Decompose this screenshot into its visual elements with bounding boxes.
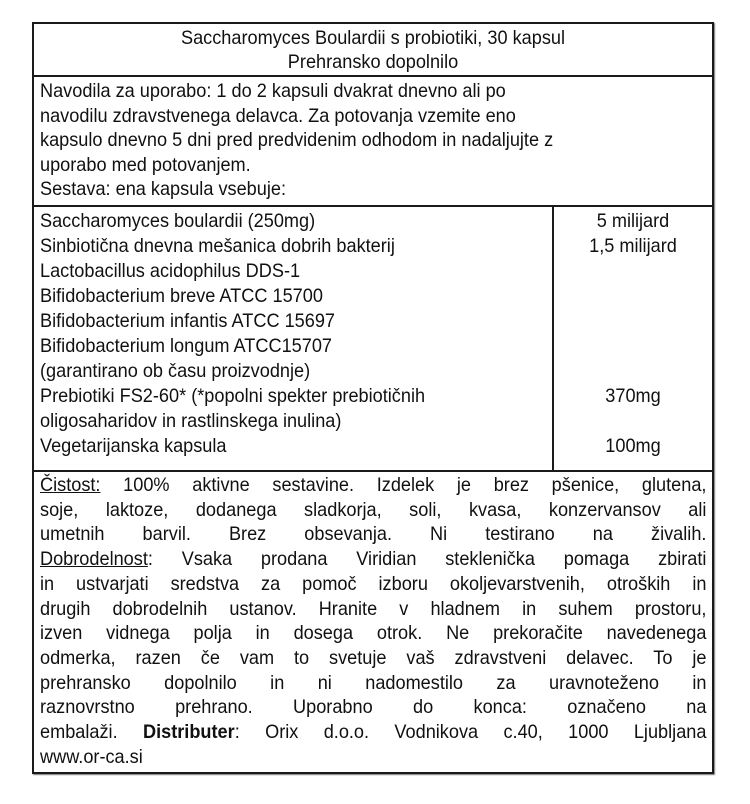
info-line: [40, 646, 706, 671]
ingredient-name: Sinbiotična dnevna mešanica dobrih bakterij: [40, 235, 395, 257]
usage-line: kapsulo dnevno 5 dni pred predvidenim odhodom in nadaljujte z: [40, 129, 554, 152]
ingredient-name: Bifidobacterium infantis ATCC 15697: [40, 310, 336, 332]
purity-label: Čistost:: [40, 474, 101, 496]
ingredient-amount: 100mg: [605, 435, 661, 457]
distributor-label: Distributer: [142, 721, 235, 744]
info-line: [40, 572, 706, 597]
info-line: [40, 621, 706, 646]
ingredient-name: (garantirano ob času proizvodnje): [40, 360, 311, 382]
composition-table: [34, 207, 712, 472]
info-text: raznovrstno prehrano. Uporabno do konca: označeno na: [40, 696, 707, 719]
ingredient-column: [34, 207, 554, 470]
info-line: [40, 695, 706, 720]
info-text: embalaži.: [40, 721, 143, 744]
usage-line: uporabo med potovanjem.: [40, 153, 251, 176]
usage-line: Navodila za uporabo: 1 do 2 kapsuli dvakrat dnevno ali po: [40, 80, 506, 102]
charity-label: Dobrodelnost: [40, 548, 148, 571]
info-text: 100% aktivne sestavine. Izdelek je brez pšenice, glutena,: [100, 474, 707, 496]
info-text: prehransko dopolnilo in ni nadomestilo za uravnoteženo in: [40, 671, 707, 694]
ingredient-amount: 5 milijard: [596, 210, 670, 232]
info-text: in ustvarjati sredstva za pomoč izboru okoljevarstvenih, otroških in: [40, 572, 707, 595]
ingredient-name: Bifidobacterium longum ATCC15707: [40, 335, 333, 357]
composition-intro: Sestava: ena kapsula vsebuje:: [40, 178, 286, 201]
info-line: [40, 547, 706, 572]
info-line: [40, 597, 706, 622]
info-line: [40, 720, 706, 745]
ingredient-name: Vegetarijanska kapsula: [40, 435, 227, 457]
product-subtitle: Prehransko dopolnilo: [287, 51, 459, 73]
usage-line: navodilu zdravstvenega delavca. Za potovanja vzemite eno: [40, 104, 516, 127]
info-line: [40, 473, 706, 498]
ingredient-name: Prebiotiki FS2-60* (*popolni spekter prebiotičnih: [40, 385, 426, 407]
ingredient-amount: [560, 334, 707, 359]
usage-instructions: [34, 77, 712, 207]
info-line: [40, 522, 706, 547]
ingredient-name: Saccharomyces boulardii (250mg): [40, 210, 316, 232]
ingredient-amount: 1,5 milijard: [589, 235, 677, 257]
info-text: izven vidnega polja in dosega otrok. Ne prekoračite navedenega: [40, 622, 707, 645]
website-link[interactable]: www.or-ca.si: [40, 745, 143, 768]
info-text: umetnih barvil. Brez obsevanja. Ni testirano na živalih.: [40, 523, 707, 546]
ingredient-name: Bifidobacterium breve ATCC 15700: [40, 285, 323, 307]
label-header: [34, 24, 712, 77]
ingredient-name: oligosaharidov in rastlinskega inulina): [40, 410, 342, 432]
ingredient-name: Lactobacillus acidophilus DDS-1: [40, 260, 301, 282]
info-line: [40, 745, 706, 770]
ingredient-amount: [560, 309, 707, 334]
info-text: : Vsaka prodana Viridian steklenička pomaga zbirati: [147, 548, 707, 571]
ingredient-amount: 370mg: [605, 385, 661, 407]
info-text: odmerka, razen če vam to svetuje vaš zdravstveni delavec. To je: [40, 646, 707, 669]
info-line: [40, 671, 706, 696]
ingredient-amount: [560, 359, 707, 384]
product-title: Saccharomyces Boulardii s probiotiki, 30 kapsul: [180, 27, 566, 49]
amount-column: [554, 207, 712, 470]
product-label: [32, 22, 714, 774]
ingredient-amount: [560, 284, 707, 309]
distributor-address: : Orix d.o.o. Vodnikova c.40, 1000 Ljubljana: [234, 721, 707, 744]
product-info: [34, 472, 712, 772]
info-text: drugih dobrodelnih ustanov. Hranite v hladnem in suhem prostoru,: [40, 597, 707, 620]
ingredient-amount: [560, 259, 707, 284]
ingredient-amount: [560, 409, 707, 434]
info-line: [40, 498, 706, 523]
info-text: soje, laktoze, dodanega sladkorja, soli, kvasa, konzervansov ali: [40, 498, 707, 521]
